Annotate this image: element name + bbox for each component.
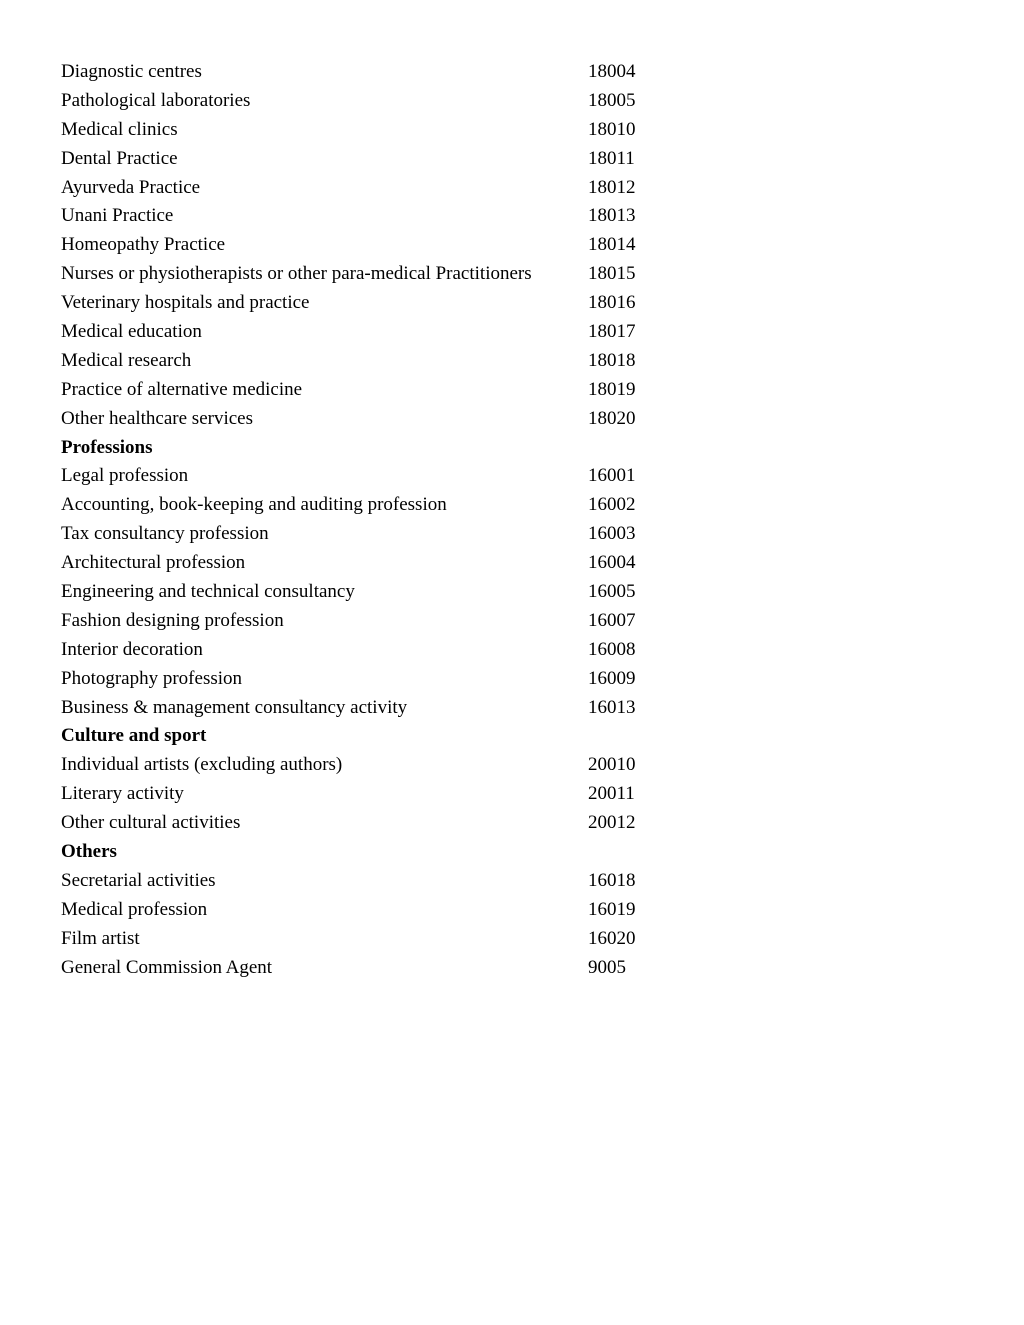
section-heading-label: Others	[61, 841, 117, 863]
item-label: Other healthcare services	[61, 407, 254, 429]
list-item	[61, 58, 701, 87]
item-label: Business & management consultancy activity	[61, 696, 408, 718]
list-item	[61, 405, 701, 434]
item-label: Interior decoration	[61, 638, 203, 660]
list-item	[61, 896, 701, 925]
item-code: 20011	[588, 783, 635, 805]
item-label: Practice of alternative medicine	[61, 378, 303, 400]
item-code: 16004	[588, 552, 636, 574]
list-item	[61, 780, 701, 809]
item-code: 16001	[588, 465, 636, 487]
item-label: Medical research	[61, 349, 192, 371]
item-label: Ayurveda Practice	[61, 176, 201, 198]
list-item	[61, 231, 701, 260]
list-item	[61, 116, 701, 145]
item-label: Medical clinics	[61, 118, 178, 140]
list-item	[61, 145, 701, 174]
section-heading	[61, 722, 701, 751]
item-code: 16005	[588, 581, 636, 603]
item-code: 18004	[588, 61, 636, 82]
item-code: 18018	[588, 349, 636, 371]
item-label: Secretarial activities	[61, 869, 216, 891]
list-item	[61, 87, 701, 116]
item-label: Nurses or physiotherapists or other para-medical Practitioners	[61, 263, 532, 285]
item-code: 16007	[588, 609, 636, 631]
section-heading-label: Professions	[61, 436, 153, 458]
item-label: Dental Practice	[61, 147, 178, 169]
list-item	[61, 549, 701, 578]
list-item	[61, 636, 701, 665]
list-item	[61, 202, 701, 231]
item-code: 16008	[588, 638, 636, 660]
item-code: 18012	[588, 176, 636, 198]
item-code: 18011	[588, 147, 635, 169]
section-heading	[61, 838, 701, 867]
code-list	[61, 58, 701, 983]
item-label: Film artist	[61, 927, 140, 949]
section-heading-label: Culture and sport	[61, 725, 207, 747]
item-label: Veterinary hospitals and practice	[61, 292, 310, 314]
item-label: Literary activity	[61, 783, 184, 805]
item-label: Diagnostic centres	[61, 61, 202, 82]
item-code: 16009	[588, 667, 636, 689]
item-code: 16020	[588, 927, 636, 949]
item-code: 18017	[588, 321, 636, 343]
list-item	[61, 347, 701, 376]
item-label: Pathological laboratories	[61, 89, 251, 111]
list-item	[61, 491, 701, 520]
item-label: Individual artists (excluding authors)	[61, 754, 343, 776]
section-heading	[61, 434, 701, 463]
item-code: 16013	[588, 696, 636, 718]
list-item	[61, 520, 701, 549]
item-code: 16003	[588, 523, 636, 545]
item-code: 18014	[588, 234, 636, 256]
item-code: 18015	[588, 263, 636, 285]
list-item	[61, 376, 701, 405]
list-item	[61, 578, 701, 607]
item-label: Homeopathy Practice	[61, 234, 226, 256]
list-item	[61, 607, 701, 636]
list-item	[61, 925, 701, 954]
item-label: General Commission Agent	[61, 956, 273, 978]
item-label: Tax consultancy profession	[61, 523, 269, 545]
item-code: 18010	[588, 118, 636, 140]
item-code: 18016	[588, 292, 636, 314]
item-code: 18013	[588, 205, 636, 227]
item-label: Legal profession	[61, 465, 189, 487]
item-label: Medical education	[61, 321, 202, 343]
item-code: 16002	[588, 494, 636, 516]
item-code: 9005	[588, 956, 626, 978]
list-item	[61, 751, 701, 780]
item-code: 20012	[588, 812, 636, 834]
item-code: 18019	[588, 378, 636, 400]
list-item	[61, 867, 701, 896]
item-code: 18005	[588, 89, 636, 111]
list-item	[61, 260, 701, 289]
list-item	[61, 289, 701, 318]
item-code: 18020	[588, 407, 636, 429]
item-code: 20010	[588, 754, 636, 776]
item-label: Unani Practice	[61, 205, 174, 227]
list-item	[61, 665, 701, 694]
list-item	[61, 462, 701, 491]
item-label: Accounting, book-keeping and auditing profession	[61, 494, 447, 516]
list-item	[61, 954, 701, 983]
item-label: Photography profession	[61, 667, 243, 689]
item-label: Fashion designing profession	[61, 609, 284, 631]
item-label: Engineering and technical consultancy	[61, 581, 355, 603]
list-item	[61, 174, 701, 203]
item-code: 16019	[588, 898, 636, 920]
item-label: Architectural profession	[61, 552, 246, 574]
item-label: Medical profession	[61, 898, 208, 920]
list-item	[61, 318, 701, 347]
item-code: 16018	[588, 869, 636, 891]
list-item	[61, 809, 701, 838]
list-item	[61, 694, 701, 723]
item-label: Other cultural activities	[61, 812, 241, 834]
